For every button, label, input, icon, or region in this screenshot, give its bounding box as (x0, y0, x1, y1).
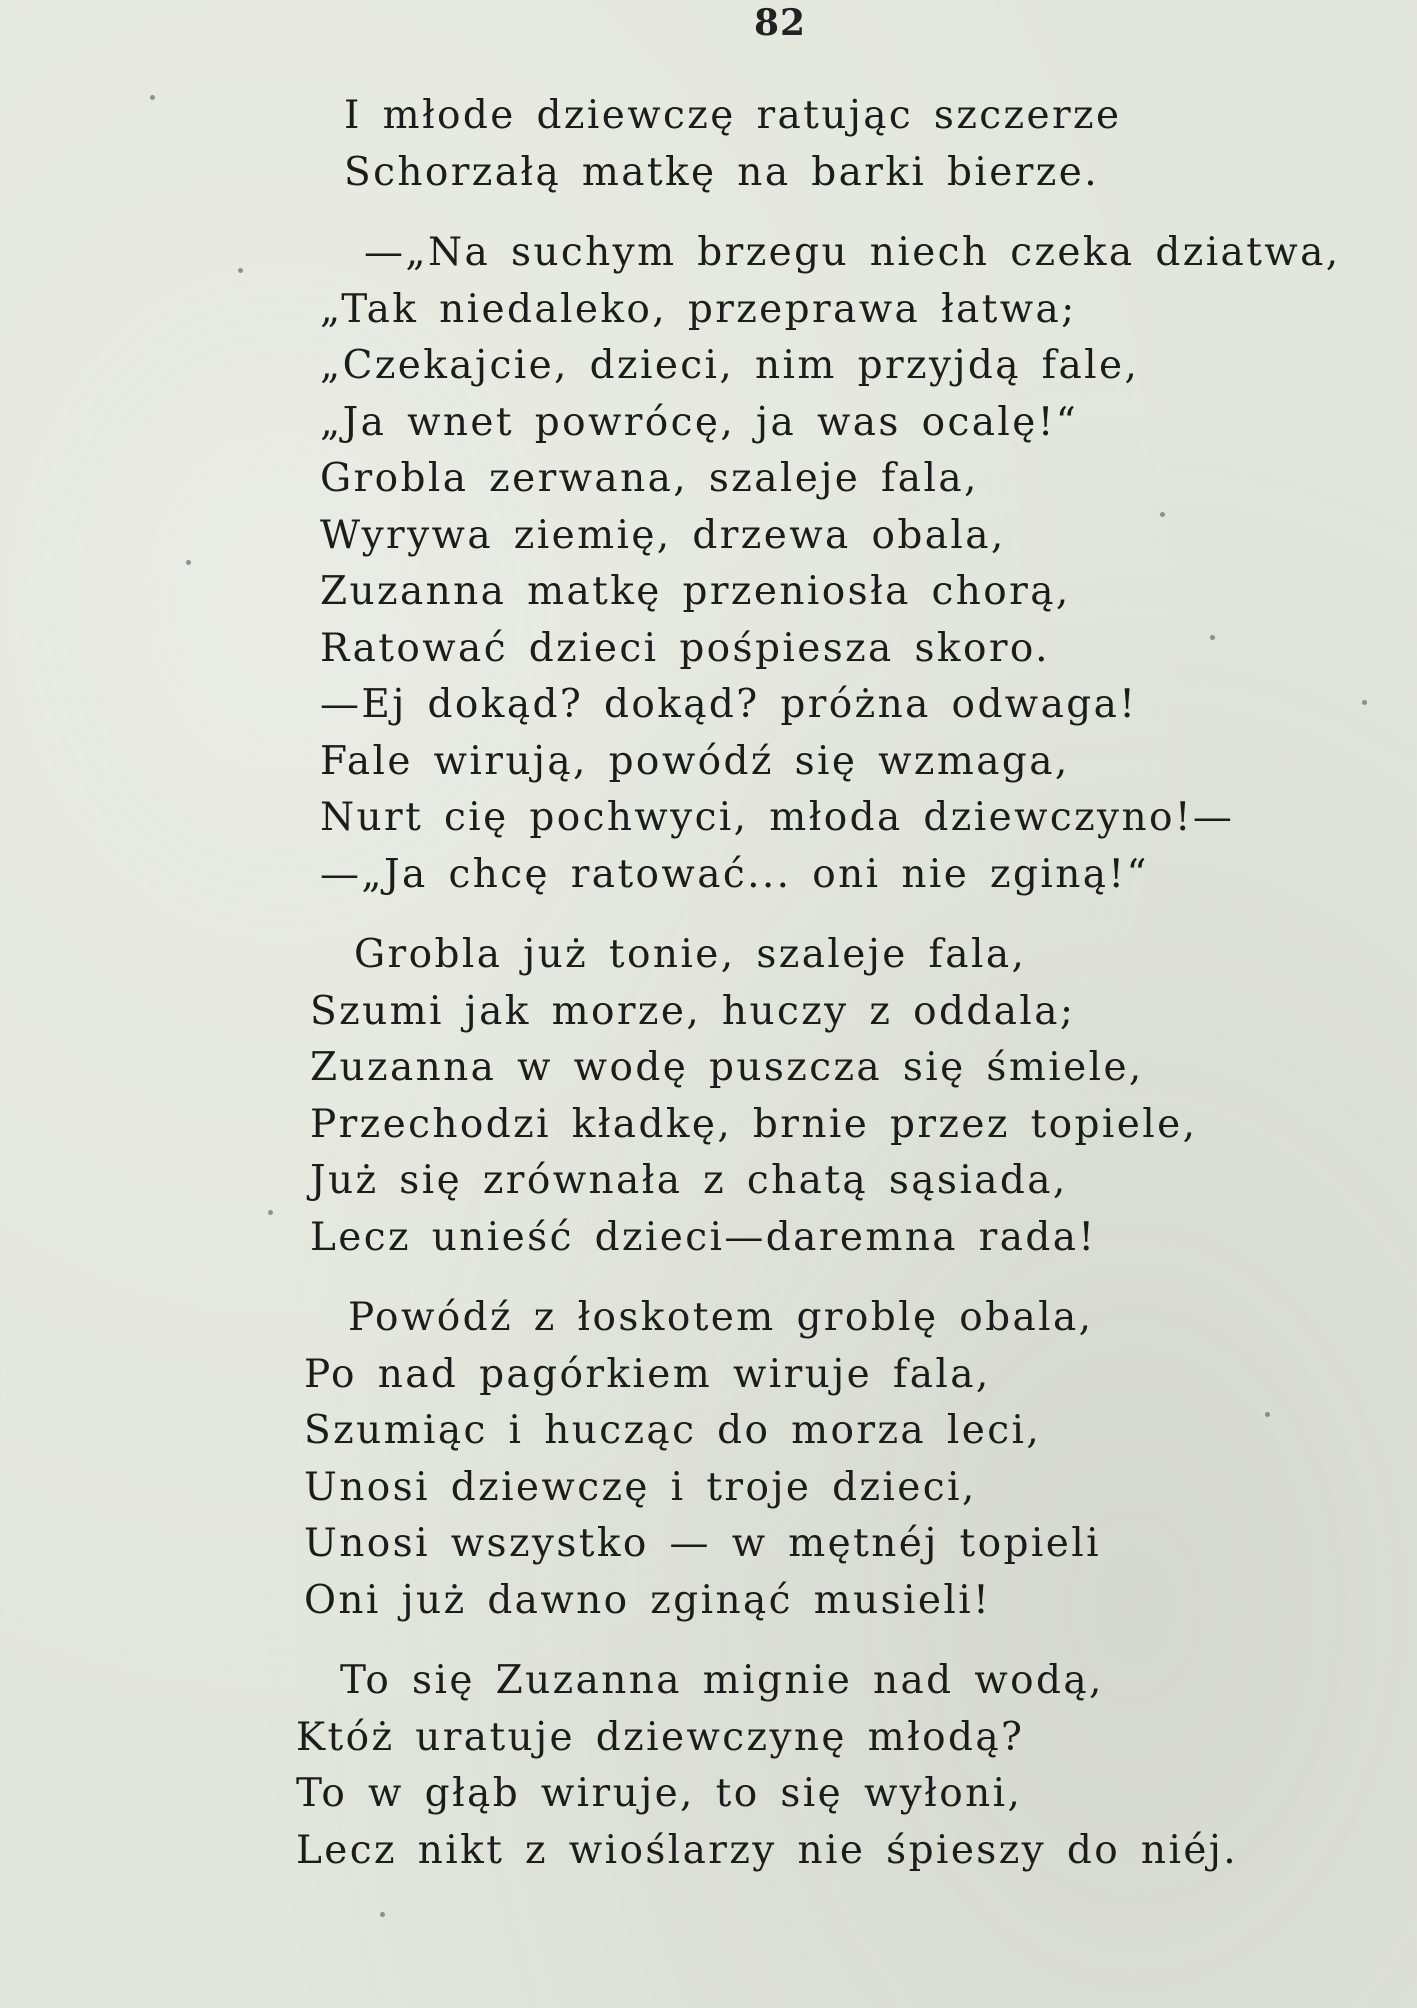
paper-speck (1362, 700, 1367, 705)
poem-line: Grobla zerwana, szaleje fala, (320, 456, 979, 501)
stanza (310, 927, 1400, 1266)
poem-line: Ratować dzieci pośpiesza skoro. (320, 625, 1050, 671)
poem-line: Powódź z łoskotem groblę obala, (348, 1295, 1094, 1340)
poem-line: To w głąb wiruje, to się wyłoni, (296, 1771, 1023, 1816)
poem-line: Po nad pagórkiem wiruje fala, (304, 1351, 991, 1397)
paper-speck (238, 268, 243, 273)
poem-line: „Czekajcie, dzieci, nim przyjdą fale, (320, 343, 1140, 388)
poem-line: Unosi wszystko — w mętnéj topieli (304, 1521, 1101, 1566)
poem-line: Lecz unieść dzieci—daremna rada! (310, 1214, 1097, 1260)
poem-line: Grobla już tonie, szaleje fala, (354, 932, 1027, 977)
paper-speck (1265, 1412, 1270, 1417)
poem-line: —„Na suchym brzegu niech czeka dziatwa, (364, 230, 1341, 275)
paper-speck (268, 1210, 273, 1215)
poem-line: Schorzałą matkę na barki bierze. (344, 149, 1100, 195)
poem-line: Oni już dawno zginąć musieli! (304, 1577, 992, 1623)
poem-line: Zuzanna w wodę puszcza się śmiele, (310, 1045, 1144, 1090)
poem (290, 88, 1400, 1879)
poem-line: Zuzanna matkę przeniosła chorą, (320, 569, 1071, 614)
paper-speck (380, 1912, 385, 1917)
page-number: 82 (753, 2, 807, 44)
paper-speck (186, 560, 191, 565)
poem-line: To się Zuzanna mignie nad wodą, (340, 1658, 1104, 1703)
poem-line: „Tak niedaleko, przeprawa łatwa; (320, 286, 1077, 332)
stanza (344, 88, 1400, 201)
poem-line: Unosi dziewczę i troje dzieci, (304, 1464, 977, 1510)
poem-line: Fale wirują, powódź się wzmaga, (320, 738, 1070, 784)
poem-line: Przechodzi kładkę, brnie przez topiele, (310, 1101, 1198, 1147)
poem-line: Wyrywa ziemię, drzewa obala, (320, 512, 1006, 558)
poem-line: Nurt cię pochwyci, młoda dziewczyno!— (320, 795, 1235, 840)
paper-speck (150, 95, 155, 100)
poem-line: Któż uratuje dziewczynę młodą? (296, 1714, 1025, 1760)
stanza (320, 225, 1400, 903)
paper-speck (1160, 512, 1165, 517)
stanza (304, 1290, 1400, 1629)
poem-line: Lecz nikt z wioślarzy nie śpieszy do niéj. (296, 1827, 1239, 1873)
stanza (296, 1653, 1400, 1879)
poem-line: Już się zrównała z chatą sąsiada, (310, 1158, 1068, 1203)
poem-line: —Ej dokąd? dokąd? próżna odwaga! (320, 682, 1138, 727)
poem-line: I młode dziewczę ratując szczerze (344, 93, 1122, 138)
poem-line: „Ja wnet powrócę, ja was ocalę!“ (320, 399, 1079, 445)
poem-line: Szumi jak morze, huczy z oddala; (310, 988, 1076, 1034)
poem-line: Szumiąc i hucząc do morza leci, (304, 1408, 1042, 1453)
paper-speck (1210, 635, 1215, 640)
poem-line: —„Ja chcę ratować... oni nie zginą!“ (320, 851, 1149, 897)
